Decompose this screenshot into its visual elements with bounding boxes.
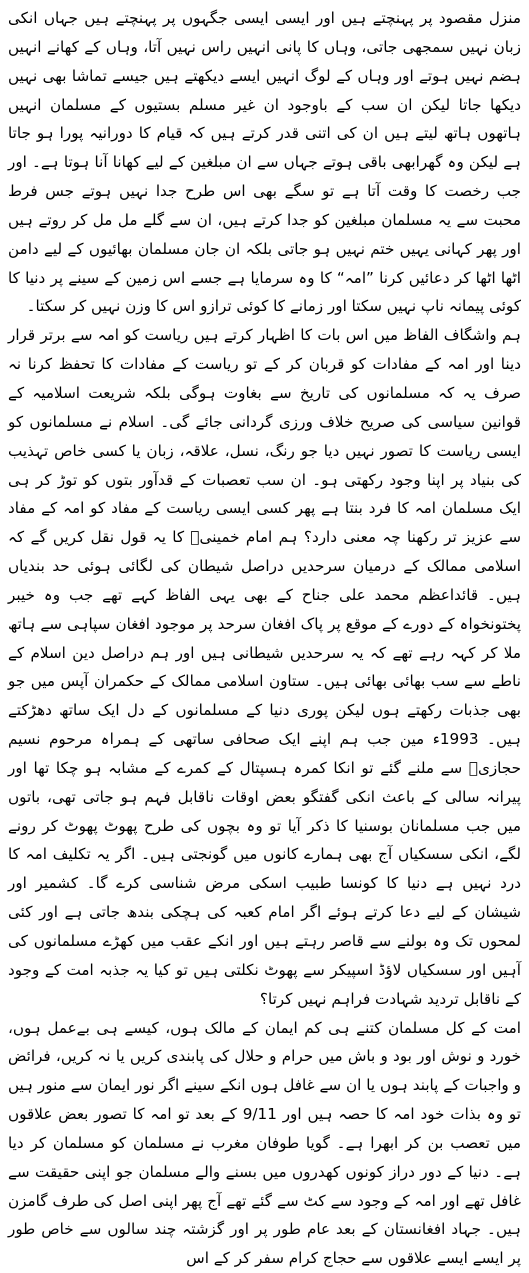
paragraph: امت کے کل مسلمان کتنے ہی کم ایمان کے مالک ہوں، کیسے ہی بےعمل ہوں، خورد و نوش اور بود و باش میں حرام و حلال کی پابندی کریں یا نہ کریں، فرائض و واجبات کے پابند ہوں یا ان سے غافل ہوں انکے سینے اگر نور ایمان سے منور ہیں تو وہ بذات خود امہ کا حصہ ہیں اور 9/11 کے بعد تو امہ کا تصور بعض علاقوں میں تعصب بن کر ابھرا ہے۔ گویا طوفان مغرب نے مسلمان کو مسلمان کر دیا ہے۔ دنیا کے دور دراز کونوں کھدروں میں بسنے والے مسلمان جو اپنی حقیقت سے غافل تھے اور امہ کے وجود سے کٹ سے گئے تھے آج پھر اپنی اصل کی طرف گامزن ہیں۔ جہاد افغانستان کے بعد عام طور پر اور گزشتہ چند سالوں سے خاص طور پر ایسے ایسے علاقوں سے حجاج کرام سفر کر کے اس	[8, 1018, 522, 1268]
paragraph: منزل مقصود پر پہنچتے ہیں اور ایسی ایسی جگہوں پر پہنچتے ہیں جہاں انکی زبان نہیں سمجھی جاتی، وہاں کا پانی انہیں راس نہیں آتا، وہاں کے کھانے انہیں ہضم نہیں ہوتے اور وہاں کے لوگ انہیں ایسے دیکھتے ہیں جیسے تماشا بھی نہیں دیکھا جاتا لیکن ان سب کے باوجود ان غیر مسلم بستیوں کے مسلمان انہیں ہاتھوں ہاتھ لیتے ہیں ان کی اتنی قدر کرتے ہیں کہ قیام کا دورانیہ پورا ہو جاتا ہے لیکن وہ گھرابھی باقی ہوتے جہاں سے ان مبلغین کے لیے کھانا آنا ہوتا ہے۔ اور جب رخصت کا وقت آتا ہے تو سگے بھی اس طرح جدا نہیں ہوتے جس فرط محبت سے یہ مسلمان مبلغین کو جدا کرتے ہیں، ان سے گلے مل مل کر روتے ہیں اور پھر کہانی یہیں ختم نہیں ہو جاتی بلکہ ان جان مسلمان بھائیوں کے لیے دامن اٹھا اٹھا کر دعائیں کرنا ”امہ“ کا وہ سرمایا ہے جسے اس زمین کے سینے پر دنیا کا کوئی پیمانہ ناپ نہیں سکتا اور زمانے کا کوئی ترازو اس کا وزن نہیں کر سکتا۔	[8, 9, 521, 316]
paragraph: ہم واشگاف الفاظ میں اس بات کا اظہار کرتے ہیں ریاست کو امہ سے برتر قرار دینا اور امہ کے مفادات کو قربان کر کے تو ریاست کے مفادات کا تحفظ کرنا نہ صرف یہ کہ مسلمانوں کی تاریخ سے بغاوت ہوگی بلکہ شریعت اسلامیہ کے قوانین سیاسی کی صریح خلاف ورزی گردانی جائے گی۔ اسلام نے مسلمانوں کو ایسی ریاست کا تصور نہیں دیا جو رنگ، نسل، علاقہ، زبان یا کسی خاص تہذیب کی بنیاد پر اپنا وجود رکھتی ہو۔ ان سب تعصبات کے قدآور بتوں کو توڑ کر ہی ایک مسلمان امہ کا فرد بنتا ہے پھر کسی ایسی ریاست کے مفاد کو امہ کے مفاد سے عزیز تر رکھنا چہ معنی دارد؟ ہم امام خمینیؒ کا یہ قول نقل کریں گے کہ اسلامی ممالک کے درمیان سرحدیں دراصل شیطان کی لگائی ہوئی حد بندیاں ہیں۔ قائداعظم محمد علی جناح کے بھی یہی الفاظ کہے تھے جب وہ خیبر پختونخواہ کے دورے کے موقع پر پاک افغان سرحد پر موجود افغان سپاہی سے ہاتھ ملا کر کہہ رہے تھے کہ یہ سرحدیں شیطانی ہیں اور ہم دراصل دین اسلام کے ناطے سے سب بھائی بھائی ہیں۔ ستاون اسلامی ممالک کے حکمران آپس میں جو بھی جذبات رکھتے ہوں لیکن پوری دنیا کے مسلمانوں کے دل ایک ساتھ دھڑکتے ہیں۔ 1993ء مین جب ہم اپنے ایک صحافی ساتھی کے ہمراہ مرحوم نسیم حجازیؒ سے ملنے گئے تو انکا کمرہ ہسپتال کے کمرے کے مشابہ ہو چکا تھا اور پیرانہ سالی کے باعث انکی گفتگو بعض اوقات ناقابل فہم ہو جاتی تھی، باتوں میں جب مسلمانان بوسنیا کا ذکر آیا تو وہ بچوں کی طرح پھوٹ پھوٹ کر رونے لگے، انکی سسکیاں آج بھی ہمارے کانوں میں گونجتی ہیں۔ اگر یہ تکلیف امہ کا درد نہیں ہے دنیا کا کونسا طبیب اسکی مرض شناسی کرے گا۔ کشمیر اور شیشان کے لیے دعا کرتے ہوئے اگر امام کعبہ کی ہچکی بندھ جاتی ہے اور کئی لمحوں تک وہ بولنے سے قاصر رہتے ہیں اور انکے عقب میں کھڑے مسلمانوں کی آہیں اور سسکیاں لاؤڈ اسپیکر سے پھوٹ نکلتی ہیں تو کیا یہ جذبہ امت کے وجود کے ناقابل تردید شہادت فراہم نہیں کرتا؟	[8, 326, 521, 1008]
